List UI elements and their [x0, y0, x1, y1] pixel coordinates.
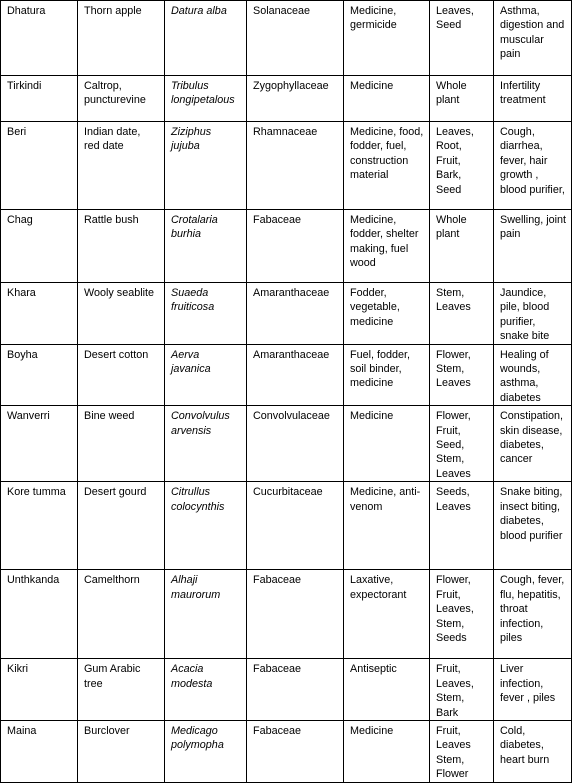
table-row: [1, 720, 572, 782]
table-row: [1, 659, 572, 721]
part-used-cell: Leaves, Root, Fruit, Bark, Seed: [430, 122, 494, 210]
part-used-cell: Fruit, Leaves Stem, Flower: [430, 720, 494, 782]
family-cell: Cucurbitaceae: [247, 482, 344, 570]
ailment-cell: Asthma, digestion and muscular pain: [494, 1, 572, 76]
ailment-cell: Healing of wounds, asthma, diabetes: [494, 344, 572, 406]
common-name-cell: Burclover: [78, 720, 165, 782]
table-row: [1, 1, 572, 76]
ailment-cell: Infertility treatment: [494, 76, 572, 122]
part-used-cell: Flower, Stem, Leaves: [430, 344, 494, 406]
local-name-cell: Chag: [1, 210, 78, 283]
family-cell: Amaranthaceae: [247, 344, 344, 406]
ailment-cell: Cough, diarrhea, fever, hair growth , blood purifier,: [494, 122, 572, 210]
family-cell: Fabaceae: [247, 570, 344, 659]
family-cell: Convolvulaceae: [247, 406, 344, 482]
family-cell: Rhamnaceae: [247, 122, 344, 210]
local-name-cell: Wanverri: [1, 406, 78, 482]
scientific-name-cell: Suaeda fruiticosa: [165, 283, 247, 345]
local-name-cell: Maina: [1, 720, 78, 782]
use-cell: Medicine: [344, 406, 430, 482]
ailment-cell: Constipation, skin disease, diabetes, cancer: [494, 406, 572, 482]
table-row: [1, 76, 572, 122]
use-cell: Medicine, fodder, shelter making, fuel wood: [344, 210, 430, 283]
table-row: [1, 122, 572, 210]
scientific-name-cell: Convolvulus arvensis: [165, 406, 247, 482]
ailment-cell: Snake biting, insect biting, diabetes, blood purifier: [494, 482, 572, 570]
common-name-cell: Gum Arabic tree: [78, 659, 165, 721]
common-name-cell: Indian date, red date: [78, 122, 165, 210]
use-cell: Laxative, expectorant: [344, 570, 430, 659]
common-name-cell: Rattle bush: [78, 210, 165, 283]
part-used-cell: Leaves, Seed: [430, 1, 494, 76]
local-name-cell: Khara: [1, 283, 78, 345]
local-name-cell: Tirkindi: [1, 76, 78, 122]
table-row: [1, 344, 572, 406]
common-name-cell: Thorn apple: [78, 1, 165, 76]
part-used-cell: Fruit, Leaves, Stem, Bark: [430, 659, 494, 721]
use-cell: Fodder, vegetable, medicine: [344, 283, 430, 345]
scientific-name-cell: Citrullus colocynthis: [165, 482, 247, 570]
scientific-name-cell: Tribulus longipetalous: [165, 76, 247, 122]
table-row: [1, 570, 572, 659]
part-used-cell: Whole plant: [430, 210, 494, 283]
use-cell: Medicine: [344, 76, 430, 122]
part-used-cell: Seeds, Leaves: [430, 482, 494, 570]
local-name-cell: Kikri: [1, 659, 78, 721]
local-name-cell: Kore tumma: [1, 482, 78, 570]
common-name-cell: Desert cotton: [78, 344, 165, 406]
scientific-name-cell: Medicago polymopha: [165, 720, 247, 782]
scientific-name-cell: Aerva javanica: [165, 344, 247, 406]
family-cell: Zygophyllaceae: [247, 76, 344, 122]
ailment-cell: Liver infection, fever , piles: [494, 659, 572, 721]
family-cell: Fabaceae: [247, 659, 344, 721]
ailment-cell: Swelling, joint pain: [494, 210, 572, 283]
scientific-name-cell: Crotalaria burhia: [165, 210, 247, 283]
use-cell: Antiseptic: [344, 659, 430, 721]
part-used-cell: Stem, Leaves: [430, 283, 494, 345]
table-row: [1, 283, 572, 345]
table-row: [1, 210, 572, 283]
scientific-name-cell: Ziziphus jujuba: [165, 122, 247, 210]
family-cell: Amaranthaceae: [247, 283, 344, 345]
local-name-cell: Unthkanda: [1, 570, 78, 659]
local-name-cell: Dhatura: [1, 1, 78, 76]
scientific-name-cell: Alhaji maurorum: [165, 570, 247, 659]
part-used-cell: Whole plant: [430, 76, 494, 122]
part-used-cell: Flower, Fruit, Leaves, Stem, Seeds: [430, 570, 494, 659]
use-cell: Fuel, fodder, soil binder, medicine: [344, 344, 430, 406]
family-cell: Fabaceae: [247, 210, 344, 283]
scientific-name-cell: Datura alba: [165, 1, 247, 76]
common-name-cell: Caltrop, puncturevine: [78, 76, 165, 122]
ailment-cell: Cold, diabetes, heart burn: [494, 720, 572, 782]
use-cell: Medicine, anti-venom: [344, 482, 430, 570]
table-row: [1, 482, 572, 570]
scientific-name-cell: Acacia modesta: [165, 659, 247, 721]
common-name-cell: Wooly seablite: [78, 283, 165, 345]
ailment-cell: Jaundice, pile, blood purifier, snake bite: [494, 283, 572, 345]
use-cell: Medicine, food, fodder, fuel, construction material: [344, 122, 430, 210]
local-name-cell: Beri: [1, 122, 78, 210]
family-cell: Solanaceae: [247, 1, 344, 76]
common-name-cell: Camelthorn: [78, 570, 165, 659]
table-row: [1, 406, 572, 482]
use-cell: Medicine, germicide: [344, 1, 430, 76]
ailment-cell: Cough, fever, flu, hepatitis, throat infection, piles: [494, 570, 572, 659]
local-name-cell: Boyha: [1, 344, 78, 406]
use-cell: Medicine: [344, 720, 430, 782]
common-name-cell: Desert gourd: [78, 482, 165, 570]
common-name-cell: Bine weed: [78, 406, 165, 482]
part-used-cell: Flower, Fruit, Seed, Stem, Leaves: [430, 406, 494, 482]
family-cell: Fabaceae: [247, 720, 344, 782]
